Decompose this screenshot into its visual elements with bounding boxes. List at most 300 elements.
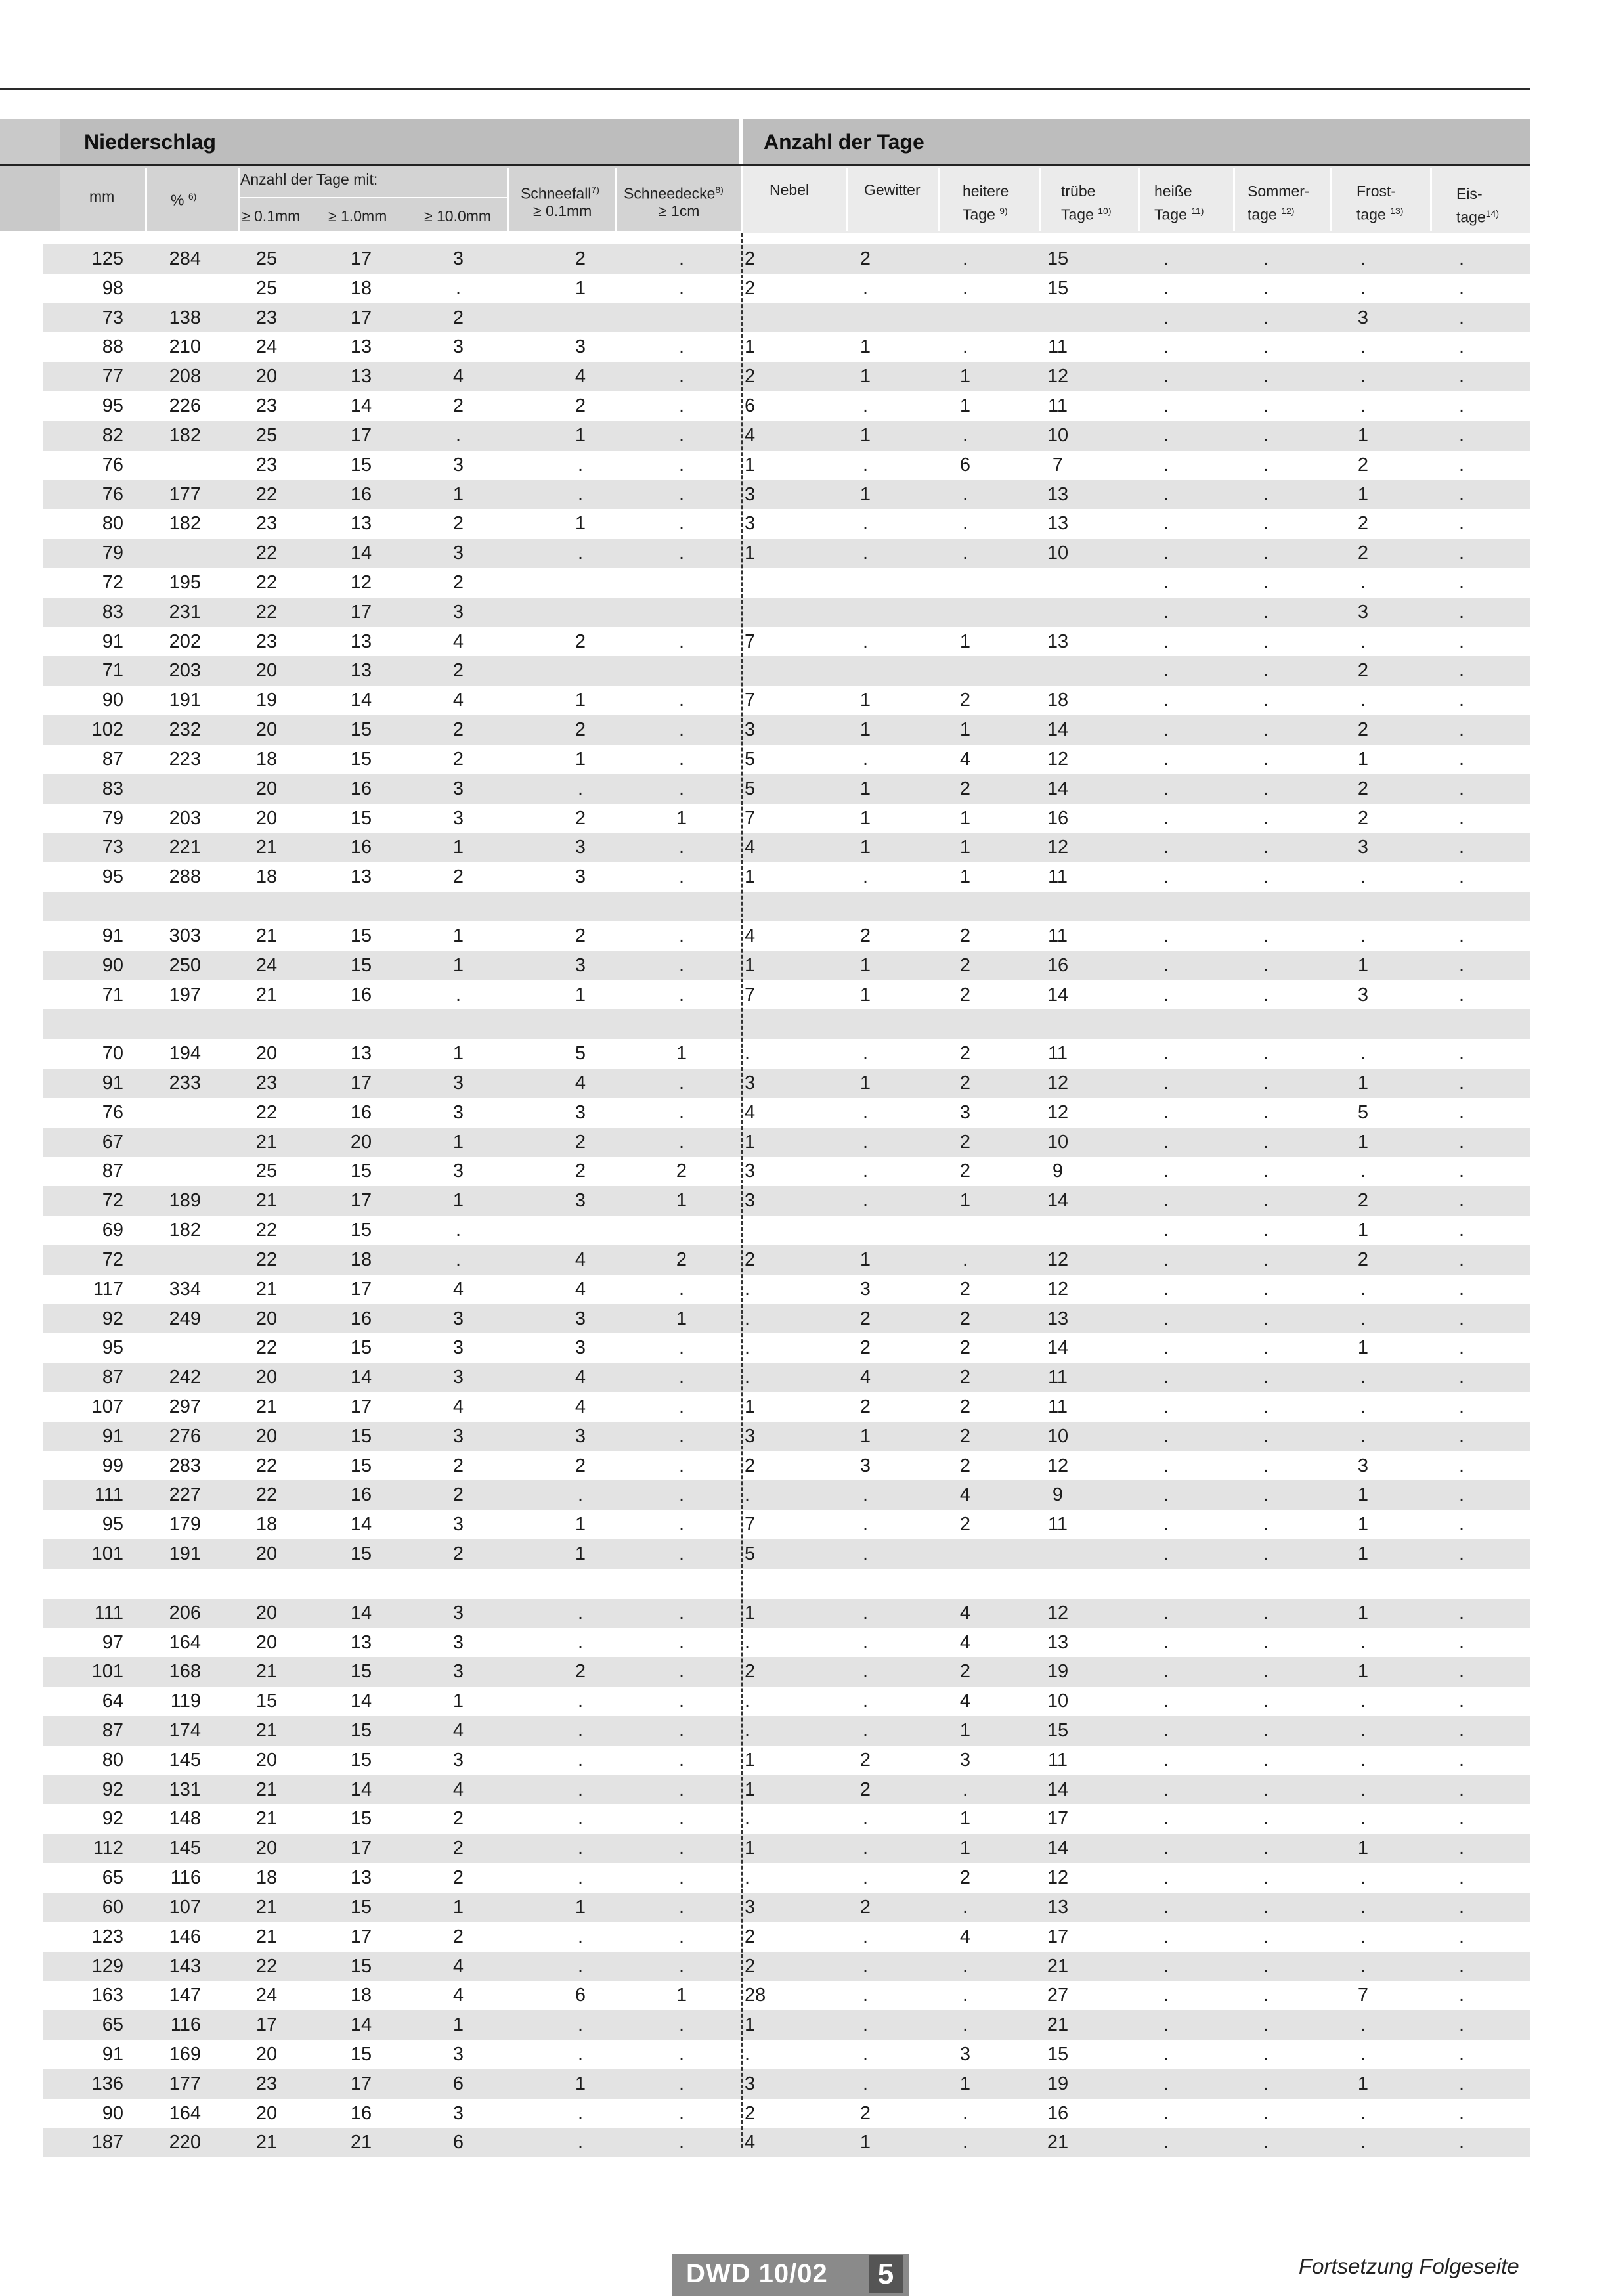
table-cell: 5	[745, 1543, 756, 1565]
table-cell: .	[678, 1749, 685, 1771]
table-cell: 2	[959, 690, 971, 711]
table-cell: 2	[745, 1926, 756, 1947]
table-cell: 15	[350, 1543, 372, 1565]
table-cell: 203	[169, 807, 201, 829]
table-cell: 15	[1047, 1720, 1069, 1741]
table-cell: .	[1458, 1749, 1465, 1771]
table-cell: 14	[350, 542, 372, 564]
table-cell: 16	[350, 984, 372, 1005]
table-cell: 20	[255, 807, 278, 829]
table-cell: .	[678, 690, 685, 711]
table-cell: .	[1263, 719, 1269, 741]
table-cell: .	[1458, 1455, 1465, 1476]
table-cell: 15	[350, 807, 372, 829]
table-cell: 136	[91, 2073, 123, 2094]
table-cell: 2	[452, 572, 464, 594]
table-row	[43, 921, 1530, 951]
table-cell: .	[862, 866, 869, 888]
table-cell: 25	[255, 277, 278, 299]
table-cell: 3	[959, 1101, 971, 1123]
col-schneedecke: Schneedecke$^{8)}$	[624, 185, 724, 202]
table-cell: 284	[169, 248, 201, 269]
table-row	[43, 1098, 1530, 1128]
table-cell: .	[1163, 395, 1169, 417]
table-cell: 22	[255, 1220, 278, 1241]
table-cell: .	[862, 1631, 869, 1653]
table-cell	[655, 303, 708, 333]
table-cell: 2	[859, 1896, 871, 1918]
table-cell: .	[1458, 1514, 1465, 1535]
table-cell: 194	[169, 1043, 201, 1065]
table-cell: 4	[452, 630, 464, 652]
col-sommertage: Sommer- tage $^{12)}$	[1248, 183, 1310, 223]
table-cell: 2	[959, 1072, 971, 1093]
table-cell: 13	[350, 366, 372, 387]
table-cell: 3	[452, 778, 464, 799]
table-cell: 1	[452, 1190, 464, 1212]
table-cell	[135, 1128, 201, 1157]
table-cell: 17	[350, 1838, 372, 1859]
table-cell: .	[678, 1838, 685, 1859]
table-cell: 1	[1357, 1838, 1369, 1859]
table-cell: .	[862, 1514, 869, 1535]
table-cell: 3	[575, 1308, 586, 1329]
table-cell: 3	[452, 336, 464, 358]
col-heitere-tage: heitere Tage $^{9)}$	[963, 183, 1009, 223]
table-cell: 69	[102, 1220, 123, 1241]
table-cell: 3	[745, 483, 756, 505]
table-cell: .	[678, 1602, 685, 1623]
table-cell: .	[862, 2073, 869, 2094]
table-cell: .	[862, 1720, 869, 1741]
table-cell: 13	[350, 513, 372, 535]
table-cell: 83	[102, 601, 123, 623]
table-cell	[745, 656, 784, 686]
table-cell: .	[862, 1190, 869, 1212]
table-cell: .	[1163, 660, 1169, 682]
table-cell: 22	[255, 1484, 278, 1506]
table-cell: 1	[676, 1043, 687, 1065]
table-cell: .	[1163, 601, 1169, 623]
table-cell: 182	[169, 1220, 201, 1241]
table-cell: 15	[350, 1896, 372, 1918]
table-cell: 233	[169, 1072, 201, 1093]
table-cell: .	[678, 2132, 685, 2153]
table-cell: .	[1263, 866, 1269, 888]
table-cell: .	[1458, 454, 1465, 475]
table-cell: .	[1163, 2044, 1169, 2065]
table-cell: 1	[1357, 1543, 1369, 1565]
table-row	[43, 1451, 1530, 1481]
table-cell: .	[678, 2073, 685, 2094]
table-cell: 112	[93, 1838, 123, 1859]
table-cell: 16	[350, 1484, 372, 1506]
table-cell: 22	[255, 1101, 278, 1123]
table-cell: .	[862, 1808, 869, 1830]
table-cell: 1	[959, 866, 971, 888]
table-cell: 283	[169, 1455, 201, 1476]
table-cell: 99	[102, 1455, 123, 1476]
table-cell	[945, 598, 985, 627]
table-cell: .	[678, 1896, 685, 1918]
table-cell: 123	[91, 1926, 123, 1947]
table-cell: .	[678, 1808, 685, 1830]
table-cell: 182	[169, 424, 201, 446]
table-cell: 4	[745, 837, 756, 858]
table-cell: 1	[1357, 748, 1369, 770]
table-cell: 1	[452, 1896, 464, 1918]
table-cell: .	[455, 1220, 462, 1241]
table-cell	[554, 598, 607, 627]
table-cell: 11	[1047, 866, 1068, 888]
table-cell: 131	[169, 1778, 201, 1800]
table-cell: .	[1458, 660, 1465, 682]
table-cell: .	[1263, 1896, 1269, 1918]
table-cell: .	[1263, 1955, 1269, 1977]
table-cell: .	[1458, 837, 1465, 858]
table-cell: .	[1360, 277, 1366, 299]
table-cell: 11	[1047, 1043, 1068, 1065]
table-cell: 3	[1357, 307, 1369, 328]
table-cell: .	[1263, 366, 1269, 387]
table-cell: 91	[102, 925, 123, 946]
table-cell: 3	[452, 1661, 464, 1683]
table-cell: 60	[102, 1896, 123, 1918]
table-cell: .	[1163, 1514, 1169, 1535]
table-cell: 3	[575, 954, 586, 976]
table-cell: 2	[745, 1455, 756, 1476]
table-cell: 2	[575, 807, 586, 829]
table-cell: 143	[169, 1955, 201, 1977]
table-cell: .	[1360, 1896, 1366, 1918]
table-cell: .	[678, 1543, 685, 1565]
table-cell: 2	[452, 719, 464, 741]
table-cell: 14	[350, 1778, 372, 1800]
table-cell: .	[577, 1631, 584, 1653]
table-cell: .	[1458, 1631, 1465, 1653]
table-cell: 1	[1357, 2073, 1369, 2094]
col-ge-0-1mm: ≥ 0.1mm	[242, 208, 301, 225]
table-cell: .	[1263, 1690, 1269, 1712]
table-cell: 3	[745, 1896, 756, 1918]
table-cell: .	[577, 1955, 584, 1977]
table-cell: .	[1263, 1425, 1269, 1447]
table-cell: 2	[575, 1661, 586, 1683]
table-cell: 64	[102, 1690, 123, 1712]
table-cell: .	[1360, 2044, 1366, 2065]
table-cell: .	[1163, 2014, 1169, 2036]
table-cell: 12	[1047, 1867, 1069, 1889]
table-cell: .	[1458, 542, 1465, 564]
table-cell: 2	[959, 1455, 971, 1476]
table-cell: .	[1458, 1278, 1465, 1300]
table-cell: 1	[745, 1778, 756, 1800]
table-row	[43, 774, 1530, 804]
table-cell: .	[1263, 1602, 1269, 1623]
table-cell: 220	[169, 2132, 201, 2153]
table-row	[43, 1128, 1530, 1157]
table-cell: .	[1163, 1455, 1169, 1476]
table-cell: 4	[452, 1396, 464, 1417]
table-cell: 1	[959, 2073, 971, 2094]
table-cell: 1	[959, 807, 971, 829]
table-cell: 22	[255, 542, 278, 564]
table-cell: .	[1163, 1778, 1169, 1800]
table-row	[43, 951, 1530, 981]
table-cell: 16	[350, 1308, 372, 1329]
table-cell: 13	[350, 1867, 372, 1889]
table-row	[43, 1981, 1530, 2010]
table-cell: 1	[859, 719, 871, 741]
table-cell: 12	[1047, 1101, 1069, 1123]
table-cell: 1	[575, 1543, 586, 1565]
table-cell: .	[1360, 630, 1366, 652]
table-cell: .	[678, 1661, 685, 1683]
table-cell: 15	[255, 1690, 278, 1712]
table-cell: .	[678, 1631, 685, 1653]
table-cell: 1	[745, 454, 756, 475]
table-cell: 17	[255, 2014, 278, 2036]
table-cell: 15	[350, 1661, 372, 1683]
table-cell: 2	[959, 984, 971, 1005]
table-cell: .	[1263, 1985, 1269, 2006]
table-cell: .	[1163, 1484, 1169, 1506]
table-cell: .	[1163, 1190, 1169, 1212]
table-cell: 15	[1047, 277, 1069, 299]
table-cell: 16	[350, 2102, 372, 2124]
table-cell: 21	[255, 1778, 278, 1800]
table-cell: .	[1458, 925, 1465, 946]
table-cell: 1	[745, 866, 756, 888]
table-cell: 5	[745, 778, 756, 799]
table-cell: .	[962, 336, 968, 358]
table-cell: 92	[102, 1778, 123, 1800]
table-cell	[554, 1216, 607, 1245]
table-cell: .	[1163, 1160, 1169, 1182]
col-heisse-tage: heiße Tage $^{11)}$	[1154, 183, 1204, 223]
table-cell: 76	[102, 454, 123, 475]
table-cell: .	[1263, 1367, 1269, 1388]
table-cell: .	[678, 630, 685, 652]
table-cell: .	[862, 277, 869, 299]
table-cell: .	[862, 1661, 869, 1683]
table-cell: .	[1163, 454, 1169, 475]
table-cell: 21	[255, 1131, 278, 1153]
table-cell: 23	[255, 2073, 278, 2094]
table-cell: 1	[575, 1514, 586, 1535]
table-cell: 2	[575, 719, 586, 741]
table-cell: 2	[959, 1867, 971, 1889]
col-sep	[1039, 168, 1041, 231]
table-cell: .	[1263, 1455, 1269, 1476]
table-cell: .	[1360, 1160, 1366, 1182]
table-cell: 1	[959, 1190, 971, 1212]
table-row	[43, 539, 1530, 568]
table-cell: .	[1458, 1396, 1465, 1417]
table-cell: 4	[959, 1484, 971, 1506]
table-cell: .	[862, 1543, 869, 1565]
table-cell	[846, 1216, 885, 1245]
table-cell: .	[577, 1838, 584, 1859]
table-cell: .	[678, 542, 685, 564]
table-cell: 18	[255, 1867, 278, 1889]
table-cell: .	[1360, 1749, 1366, 1771]
table-cell: .	[1360, 1808, 1366, 1830]
table-cell: 2	[745, 248, 756, 269]
table-cell: 7	[745, 984, 756, 1005]
table-cell: 3	[575, 1337, 586, 1359]
table-cell	[135, 539, 201, 568]
table-cell: 2	[1357, 719, 1369, 741]
table-row	[43, 1804, 1530, 1834]
table-cell: 1	[859, 1072, 871, 1093]
table-cell: .	[1458, 630, 1465, 652]
table-cell: .	[1360, 1367, 1366, 1388]
table-cell: .	[1458, 2132, 1465, 2153]
table-cell: .	[962, 424, 968, 446]
table-cell: 16	[350, 1101, 372, 1123]
table-cell: 5	[1357, 1101, 1369, 1123]
table-cell: .	[1263, 1308, 1269, 1329]
table-cell: 202	[169, 630, 201, 652]
table-cell: .	[678, 1484, 685, 1506]
table-cell: .	[1263, 630, 1269, 652]
table-cell: 169	[169, 2044, 201, 2065]
table-cell: 23	[255, 454, 278, 475]
table-cell: .	[1163, 572, 1169, 594]
table-cell: .	[678, 395, 685, 417]
table-cell: 16	[350, 483, 372, 505]
table-cell: 13	[350, 336, 372, 358]
table-cell: .	[962, 277, 968, 299]
table-cell: 1	[676, 807, 687, 829]
badge-text: DWD 10/02	[686, 2259, 828, 2288]
table-cell: .	[1163, 2132, 1169, 2153]
table-cell: .	[1163, 630, 1169, 652]
table-cell: 12	[1047, 1602, 1069, 1623]
table-cell: 16	[1047, 954, 1069, 976]
table-cell: 1	[959, 837, 971, 858]
col-anzahl-mit: Anzahl der Tage mit:	[240, 171, 378, 188]
table-cell: 95	[102, 866, 123, 888]
col-sep	[507, 168, 509, 231]
table-cell	[1035, 568, 1081, 598]
table-cell: 20	[255, 1749, 278, 1771]
table-cell	[135, 774, 201, 804]
table-cell: 119	[170, 1690, 201, 1712]
table-cell: 14	[1047, 984, 1069, 1005]
table-cell: .	[1163, 1867, 1169, 1889]
table-cell: .	[1458, 1308, 1465, 1329]
table-cell: 3	[452, 1072, 464, 1093]
table-cell: .	[1163, 778, 1169, 799]
table-cell: 87	[102, 1720, 123, 1741]
table-cell: 22	[255, 483, 278, 505]
table-cell: 17	[350, 424, 372, 446]
table-cell: 3	[1357, 601, 1369, 623]
table-cell: .	[678, 1337, 685, 1359]
anzahl-subheader	[743, 166, 1530, 233]
table-cell: 3	[959, 1749, 971, 1771]
table-cell: 22	[255, 572, 278, 594]
table-cell: 1	[745, 542, 756, 564]
table-row	[43, 2128, 1530, 2157]
table-cell: 1	[676, 1308, 687, 1329]
table-cell: 15	[1047, 2044, 1069, 2065]
table-cell	[135, 1098, 201, 1128]
table-cell: 95	[102, 1337, 123, 1359]
table-cell: 2	[676, 1248, 687, 1270]
table-cell: 197	[169, 984, 201, 1005]
table-cell	[745, 598, 784, 627]
table-cell: 2	[859, 925, 871, 946]
table-cell: .	[1360, 690, 1366, 711]
table-cell: 2	[959, 1661, 971, 1683]
table-cell: 2	[859, 1396, 871, 1417]
table-cell: .	[678, 719, 685, 741]
table-cell: .	[1163, 1690, 1169, 1712]
table-cell: 191	[169, 1543, 201, 1565]
table-cell: 174	[169, 1720, 201, 1741]
table-cell: 179	[169, 1514, 201, 1535]
table-cell: .	[1263, 2132, 1269, 2153]
table-cell: 2	[452, 307, 464, 328]
table-cell: 1	[959, 1838, 971, 1859]
table-cell: 77	[102, 366, 123, 387]
table-cell: 3	[575, 837, 586, 858]
table-cell: .	[1163, 2073, 1169, 2094]
table-cell: 125	[91, 248, 123, 269]
table-cell: .	[1163, 1985, 1169, 2006]
table-cell: 15	[1047, 248, 1069, 269]
table-cell: .	[1458, 1661, 1465, 1683]
table-row	[43, 1952, 1530, 1981]
table-cell: 18	[350, 1985, 372, 2006]
table-cell: 11	[1047, 1514, 1068, 1535]
table-cell: 83	[102, 778, 123, 799]
table-cell: 4	[575, 1396, 586, 1417]
table-cell: 15	[350, 1808, 372, 1830]
table-cell: 1	[859, 837, 871, 858]
table-cell: 3	[745, 1190, 756, 1212]
table-cell	[135, 1157, 201, 1186]
left-tab	[0, 119, 60, 231]
table-cell: 107	[91, 1396, 123, 1417]
table-cell: 1	[452, 1131, 464, 1153]
table-cell: 18	[255, 748, 278, 770]
table-row	[43, 1157, 1530, 1186]
table-cell: .	[862, 1101, 869, 1123]
table-cell: 1	[745, 954, 756, 976]
table-cell: .	[1163, 1602, 1169, 1623]
table-cell: .	[577, 1749, 584, 1771]
table-row	[43, 1363, 1530, 1392]
table-cell: 3	[452, 2102, 464, 2124]
table-cell: 6	[959, 454, 971, 475]
table-row	[43, 303, 1530, 333]
table-cell: 1	[452, 2014, 464, 2036]
table-cell: 3	[452, 248, 464, 269]
table-cell: 21	[255, 1926, 278, 1947]
table-cell: .	[1458, 1985, 1465, 2006]
table-cell: 1	[1357, 1484, 1369, 1506]
table-cell: 12	[1047, 748, 1069, 770]
table-cell: .	[1163, 1631, 1169, 1653]
table-cell: 231	[169, 601, 201, 623]
table-cell: 76	[102, 1101, 123, 1123]
table-cell	[745, 303, 784, 333]
col-nebel: Nebel	[770, 181, 810, 198]
